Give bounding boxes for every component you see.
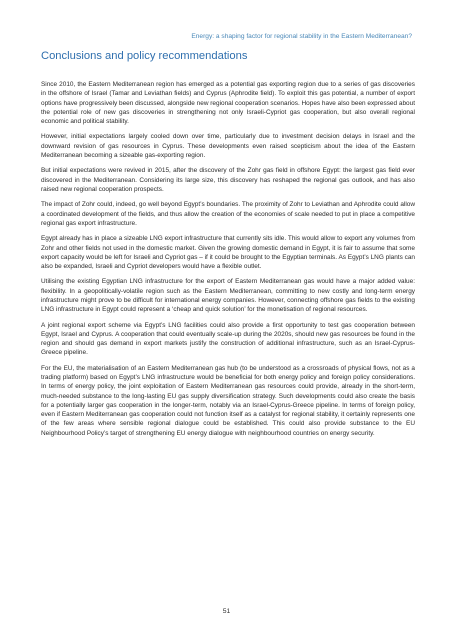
paragraph: For the EU, the materialisation of an Eastern Mediterranean gas hub (to be understood as a crossroads of physical flows, not as a trading platform) based on Egypt’s LNG infrastructure would be beneficial for both energy policy and foreign policy considerations. In terms of energy policy, the joint exploitation of Eastern Mediterranean gas resources could provide, already in the short-term, much-needed substance to the long-lasting EU gas supply diversification strategy. Such developments could also create the basis for a potentially larger gas cooperation in the longer-term, notably via an Israel-Cyprus-Greece pipeline. In terms of foreign policy, even if Eastern Mediterranean gas cooperation could not function itself as a catalyst for regional stability, it certainly represents one of the few areas where sensible regional dialogue could be established. This could also provide substance to the EU Neighbourhood Policy’s target of strengthening EU energy dialogue with neighbourhood countries on energy security. (41, 364, 415, 437)
page-number: 51 (222, 608, 231, 615)
section-title: Conclusions and policy recommendations (41, 50, 248, 62)
paragraph: However, initial expectations largely cooled down over time, particularly due to investment decision delays in Israel and the downward revision of gas resources in Cyprus. These developments even raised scepticism about the idea of the Eastern Mediterranean becoming a sizeable gas-exporting region. (41, 133, 415, 159)
paragraph: Egypt already has in place a sizeable LNG export infrastructure that currently sits idle. This would allow to export any volumes from Zohr and other fields not used in the domestic market. Given the growing domestic demand in Egypt, it is fair to assume that some export capacity would be left for Israeli and Cypriot gas – if it could be brought to the Egyptian terminals. As Egypt’s LNG plants can also be expanded, Israeli and Cypriot developers would have a flexible outlet. (41, 235, 415, 270)
section-body (41, 80, 415, 444)
paragraph: The impact of Zohr could, indeed, go well beyond Egypt’s boundaries. The proximity of Zohr to Leviathan and Aphrodite could allow a coordinated development of the fields, and thus allow the creation of the economies of scale needed to put in place a competitive regional gas export infrastructure. (41, 201, 415, 227)
paragraph: Utilising the existing Egyptian LNG infrastructure for the export of Eastern Mediterranean gas would have a major added value: flexibility. In a geopolitically-volatile region such as the Eastern Mediterranean, committing to new costly and long-term energy infrastructure might prove to be difficult for international energy companies. However, connecting offshore gas fields to the existing LNG infrastructure in Egypt could represent a ‘cheap and quick solution’ for the monetisation of regional resources. (41, 278, 415, 314)
paragraph: A joint regional export scheme via Egypt’s LNG facilities could also provide a first opportunity to test gas cooperation between Egypt, Israel and Cyprus. A cooperation that could eventually scale-up during the 2020s, should new gas resources be found in the region and should gas demand in export markets justify the construction of additional infrastructure, such as an Israel-Cyprus-Greece pipeline. (41, 321, 415, 357)
paragraph: Since 2010, the Eastern Mediterranean region has emerged as a potential gas exporting region due to a series of gas discoveries in the offshore of Israel (Tamar and Leviathan fields) and Cyprus (Aphrodite field). To exploit this gas potential, a number of export options have progressively been discussed, alongside new regional cooperation scenarios. Hopes have also been expressed about the potential role of new gas discoveries in strengthening not only Israeli-Cypriot gas cooperation, but also overall regional economic and political stability. (41, 81, 415, 125)
running-header: Energy: a shaping factor for regional stability in the Eastern Mediterranean? (191, 33, 412, 40)
paragraph: But initial expectations were revived in 2015, after the discovery of the Zohr gas field in offshore Egypt: the largest gas field ever discovered in the Mediterranean. Considering its large size, this discovery has reshaped the regional gas outlook, and has also raised new regional cooperation prospects. (41, 167, 415, 193)
